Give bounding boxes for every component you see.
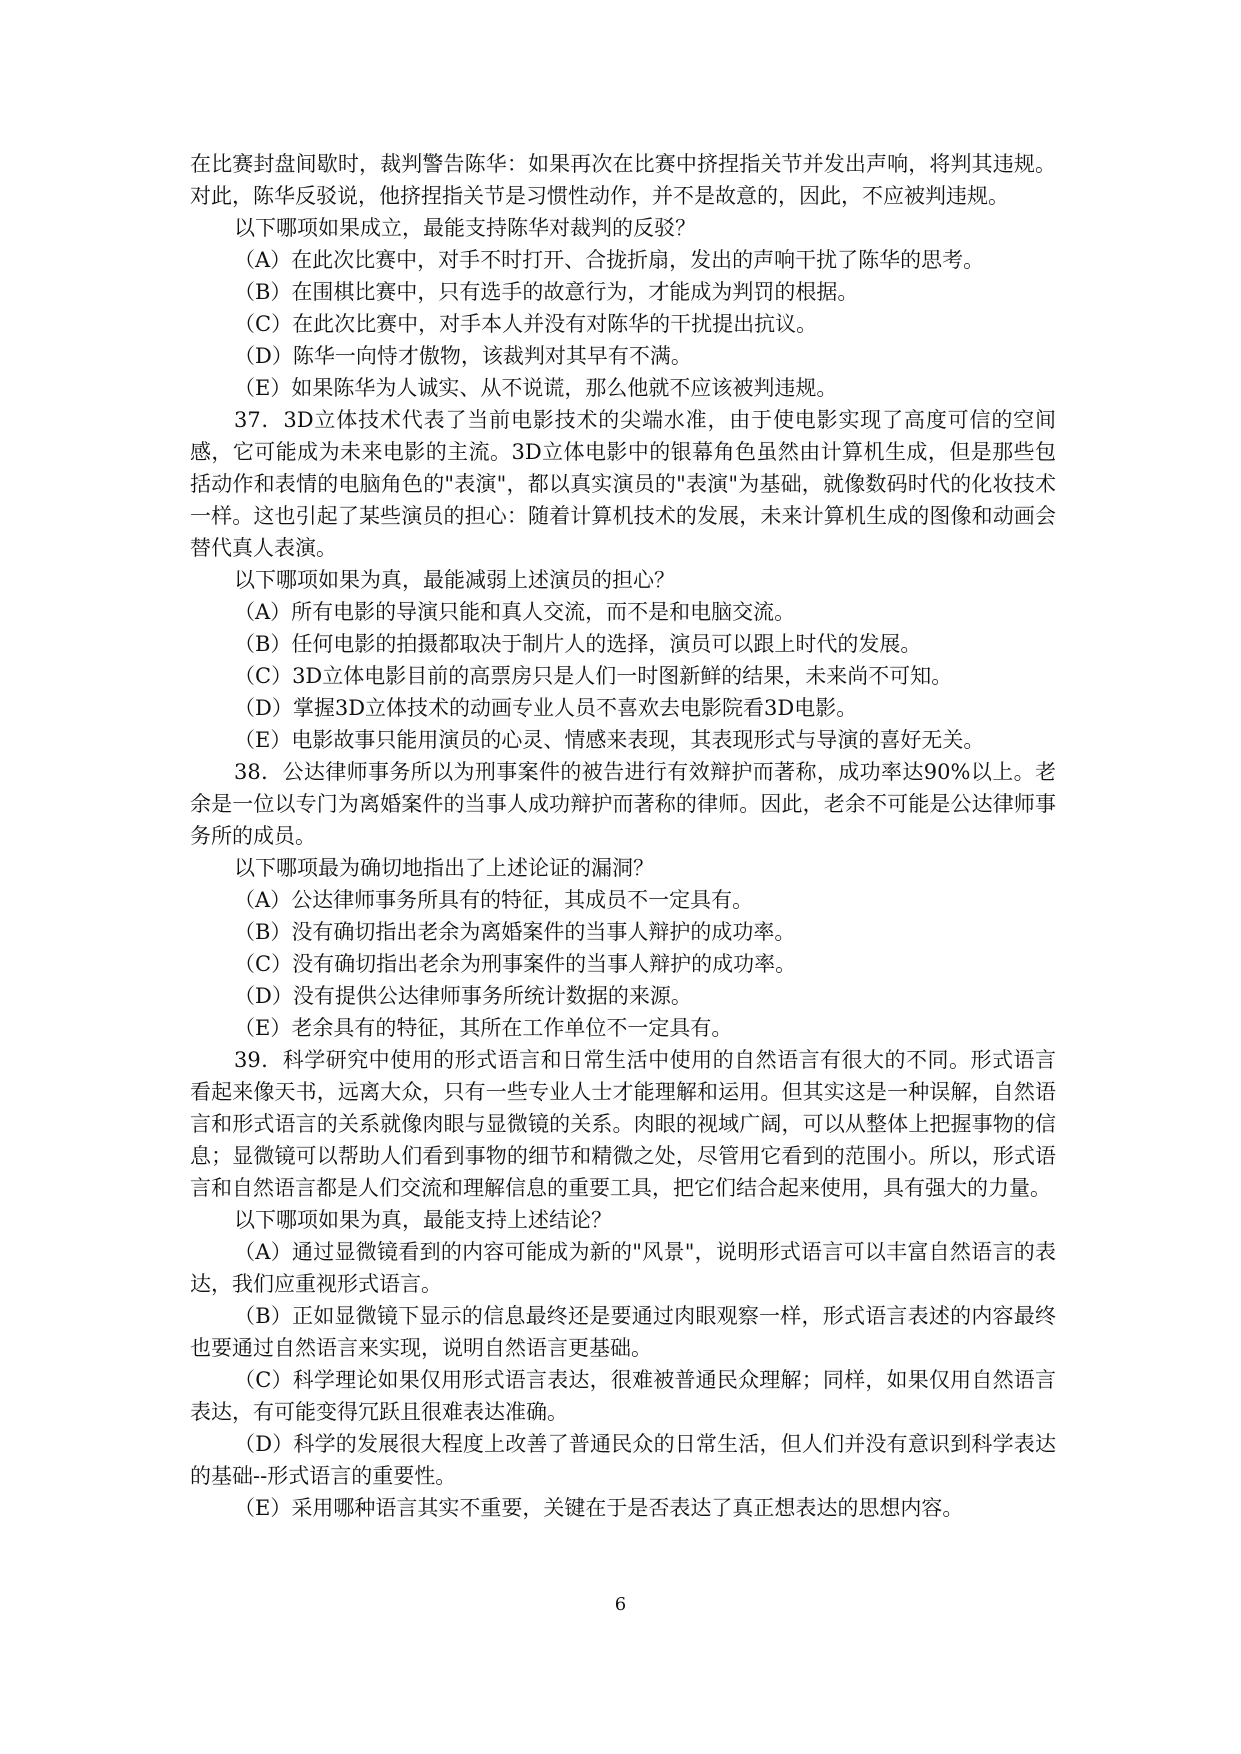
q38-option-c: （C）没有确切指出老余为刑事案件的当事人辩护的成功率。 bbox=[234, 952, 797, 976]
q36-option-a: （A）在此次比赛中，对手不时打开、合拢折扇，发出的声响干扰了陈华的思考。 bbox=[234, 248, 985, 272]
q36-question: 以下哪项如果成立，最能支持陈华对裁判的反驳？ bbox=[234, 216, 696, 240]
q39-option-a: （A）通过显微镜看到的内容可能成为新的"风景"，说明形式语言可以丰富自然语言的表达，我们应重视形式语言。 bbox=[190, 1240, 1056, 1296]
q38-question: 以下哪项最为确切地指出了上述论证的漏洞？ bbox=[234, 856, 654, 880]
q37-option-d: （D）掌握3D立体技术的动画专业人员不喜欢去电影院看3D电影。 bbox=[234, 696, 858, 720]
q38-option-a: （A）公达律师事务所具有的特征，其成员不一定具有。 bbox=[234, 888, 754, 912]
document-body bbox=[190, 148, 1056, 1524]
q39-option-d: （D）科学的发展很大程度上改善了普通民众的日常生活，但人们并没有意识到科学表达的基础--形式语言的重要性。 bbox=[190, 1432, 1056, 1488]
q37-stem: 37．3D立体技术代表了当前电影技术的尖端水准，由于使电影实现了高度可信的空间感，它可能成为未来电影的主流。3D立体电影中的银幕角色虽然由计算机生成，但是那些包括动作和表情的电脑角色的"表演"，都以真实演员的"表演"为基础，就像数码时代的化妆技术一样。这也引起了某些演员的担心：随着计算机技术的发展，未来计算机生成的图像和动画会替代真人表演。 bbox=[190, 408, 1056, 560]
q39-option-c: （C）科学理论如果仅用形式语言表达，很难被普通民众理解；同样，如果仅用自然语言表达，有可能变得冗跃且很难表达准确。 bbox=[190, 1368, 1056, 1424]
q36-stem: 在比赛封盘间歇时，裁判警告陈华：如果再次在比赛中挤捏指关节并发出声响，将判其违规。对此，陈华反驳说，他挤捏指关节是习惯性动作，并不是故意的，因此，不应被判违规。 bbox=[190, 152, 1056, 208]
q36-option-b: （B）在围棋比赛中，只有选手的故意行为，才能成为判罚的根据。 bbox=[234, 280, 859, 304]
q37-option-b: （B）任何电影的拍摄都取决于制片人的选择，演员可以跟上时代的发展。 bbox=[234, 632, 922, 656]
q38-stem: 38．公达律师事务所以为刑事案件的被告进行有效辩护而著称，成功率达90%以上。老余是一位以专门为离婚案件的当事人成功辩护而著称的律师。因此，老余不可能是公达律师事务所的成员。 bbox=[190, 760, 1056, 848]
q37-question: 以下哪项如果为真，最能减弱上述演员的担心？ bbox=[234, 568, 675, 592]
q38-option-e: （E）老余具有的特征，其所在工作单位不一定具有。 bbox=[234, 1016, 733, 1040]
q39-option-e: （E）采用哪种语言其实不重要，关键在于是否表达了真正想表达的思想内容。 bbox=[234, 1496, 964, 1520]
q37-option-c: （C）3D立体电影目前的高票房只是人们一时图新鲜的结果，未来尚不可知。 bbox=[234, 664, 953, 688]
q39-question: 以下哪项如果为真，最能支持上述结论？ bbox=[234, 1208, 612, 1232]
q36-option-e: （E）如果陈华为人诚实、从不说谎，那么他就不应该被判违规。 bbox=[234, 376, 838, 400]
q39-option-b: （B）正如显微镜下显示的信息最终还是要通过肉眼观察一样，形式语言表述的内容最终也要通过自然语言来实现，说明自然语言更基础。 bbox=[190, 1304, 1056, 1360]
q37-option-a: （A）所有电影的导演只能和真人交流，而不是和电脑交流。 bbox=[234, 600, 796, 624]
q39-stem: 39．科学研究中使用的形式语言和日常生活中使用的自然语言有很大的不同。形式语言看起来像天书，远离大众，只有一些专业人士才能理解和运用。但其实这是一种误解，自然语言和形式语言的关系就像肉眼与显微镜的关系。肉眼的视域广阔，可以从整体上把握事物的信息；显微镜可以帮助人们看到事物的细节和精微之处，尽管用它看到的范围小。所以，形式语言和自然语言都是人们交流和理解信息的重要工具，把它们结合起来使用，具有强大的力量。 bbox=[190, 1048, 1056, 1200]
q36-option-c: （C）在此次比赛中，对手本人并没有对陈华的干扰提出抗议。 bbox=[234, 312, 818, 336]
page-number: 6 bbox=[614, 1594, 627, 1615]
q38-option-b: （B）没有确切指出老余为离婚案件的当事人辩护的成功率。 bbox=[234, 920, 796, 944]
q38-option-d: （D）没有提供公达律师事务所统计数据的来源。 bbox=[234, 984, 692, 1008]
q37-option-e: （E）电影故事只能用演员的心灵、情感来表现，其表现形式与导演的喜好无关。 bbox=[234, 728, 985, 752]
q36-option-d: （D）陈华一向恃才傲物，该裁判对其早有不满。 bbox=[234, 344, 692, 368]
